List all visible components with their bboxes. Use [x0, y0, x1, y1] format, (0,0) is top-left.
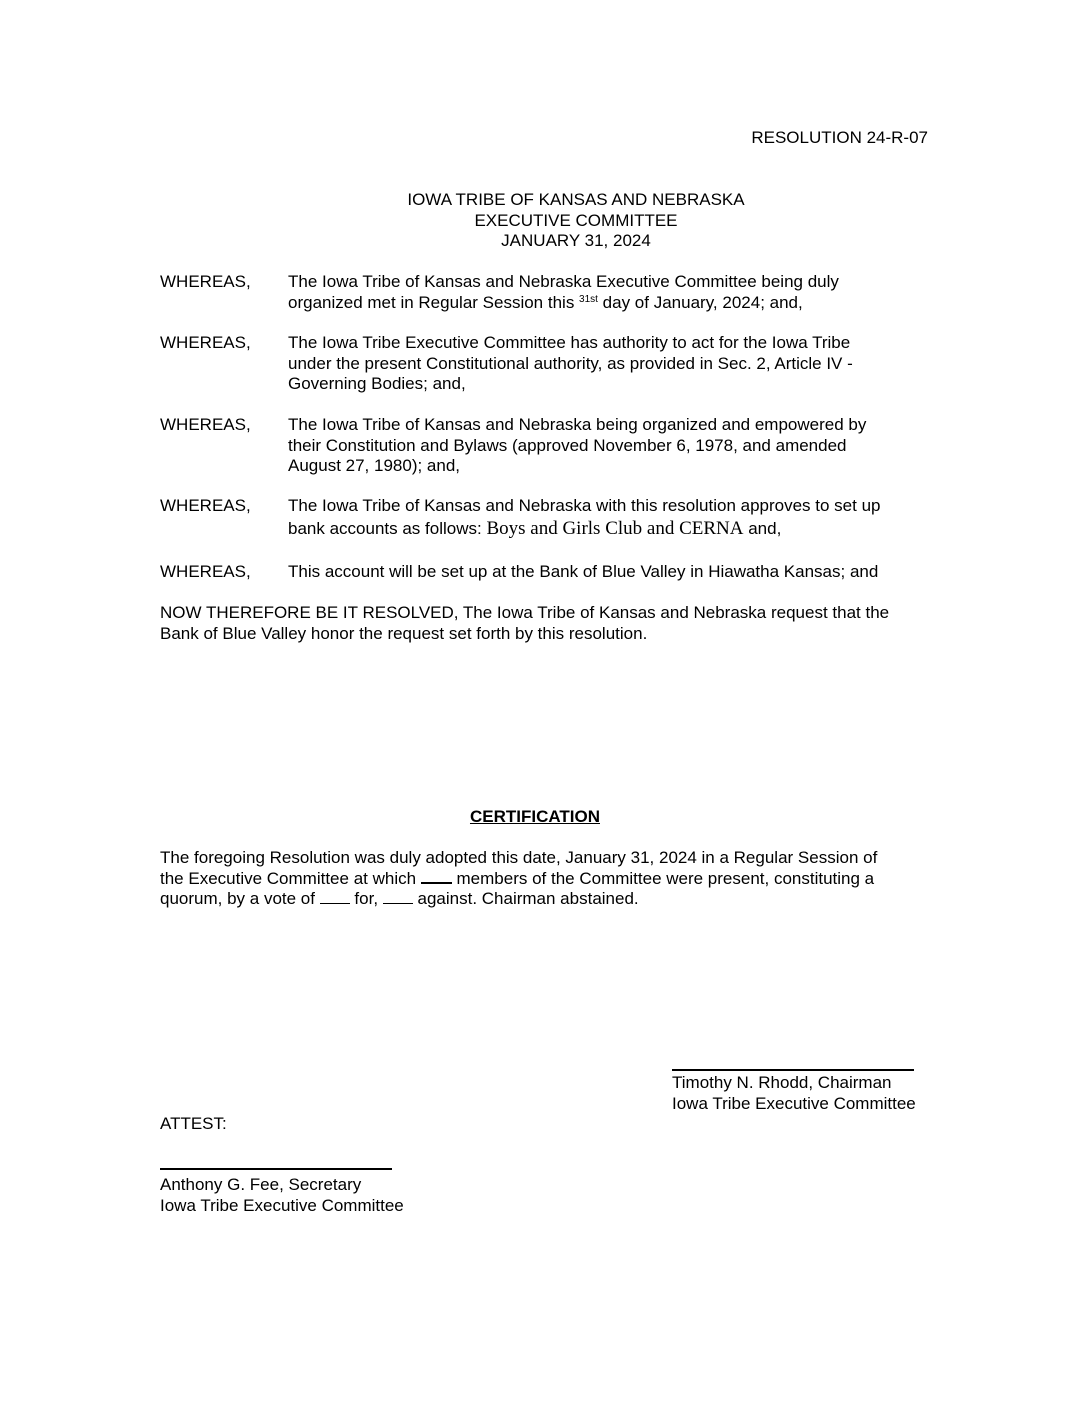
- clause-5-line-1: This account will be set up at the Bank of Blue Valley in Hiawatha Kansas; and: [288, 562, 879, 581]
- clause-2-line-1: The Iowa Tribe Executive Committee has authority to act for the Iowa Tribe: [288, 333, 851, 352]
- votes-against-blank: [383, 890, 413, 904]
- clause-1-line-2: [288, 293, 928, 314]
- certification-paragraph: [160, 848, 935, 910]
- certification-text: against. Chairman abstained.: [412, 889, 639, 908]
- whereas-clause-1: [288, 272, 928, 313]
- votes-for-blank: [320, 890, 350, 904]
- document-header: [160, 190, 992, 252]
- certification-text: the Executive Committee at which: [160, 868, 421, 888]
- secretary-signature-line: [160, 1168, 392, 1170]
- clause-1-text-end: day of January, 2024; and,: [597, 292, 803, 312]
- clause-4-text: bank accounts as follows:: [288, 518, 487, 538]
- chairman-signature-line: [672, 1069, 914, 1071]
- ordinal-superscript: 31st: [579, 293, 598, 305]
- certification-line-2: [160, 869, 935, 890]
- clause-4-line-1: The Iowa Tribe of Kansas and Nebraska with this resolution approves to set up: [288, 496, 881, 515]
- chairman-name: Timothy N. Rhodd, Chairman: [672, 1073, 892, 1092]
- certification-title: CERTIFICATION: [469, 807, 600, 826]
- certification-text: for,: [349, 889, 383, 908]
- certification-text: quorum, by a vote of: [160, 889, 320, 908]
- whereas-clause-3: [288, 415, 928, 477]
- certification-line-3: [160, 889, 935, 910]
- clause-2-line-2: under the present Constitutional authority, as provided in Sec. 2, Article IV -: [288, 353, 853, 373]
- whereas-clause-4: [288, 496, 928, 539]
- header-date: JANUARY 31, 2024: [501, 231, 651, 250]
- resolved-line-1: NOW THEREFORE BE IT RESOLVED, The Iowa Tribe of Kansas and Nebraska request that the: [160, 603, 890, 622]
- whereas-label-4: WHEREAS,: [160, 496, 251, 515]
- certification-text: members of the Committee were present, constituting a: [451, 868, 875, 888]
- whereas-label-5: WHEREAS,: [160, 562, 251, 581]
- whereas-clause-2: [288, 333, 928, 395]
- clause-1-text: organized met in Regular Session this: [288, 292, 580, 312]
- clause-3-line-3: August 27, 1980); and,: [288, 456, 461, 475]
- resolved-line-2: Bank of Blue Valley honor the request set forth by this resolution.: [160, 623, 648, 643]
- attest-label: ATTEST:: [160, 1114, 227, 1133]
- clause-4-text-end: and,: [743, 518, 782, 538]
- whereas-label-2: WHEREAS,: [160, 333, 251, 352]
- header-organization: IOWA TRIBE OF KANSAS AND NEBRASKA: [407, 190, 745, 209]
- header-committee: EXECUTIVE COMMITTEE: [474, 210, 678, 230]
- whereas-label-3: WHEREAS,: [160, 415, 251, 434]
- members-present-blank: [421, 869, 452, 884]
- secretary-name: Anthony G. Fee, Secretary: [160, 1175, 362, 1194]
- clause-3-line-2: their Constitution and Bylaws (approved November 6, 1978, and amended: [288, 435, 847, 455]
- clause-2-line-3: Governing Bodies; and,: [288, 374, 466, 393]
- clause-1-line-1: The Iowa Tribe of Kansas and Nebraska Executive Committee being duly: [288, 272, 839, 291]
- clause-3-line-1: The Iowa Tribe of Kansas and Nebraska being organized and empowered by: [288, 415, 867, 434]
- whereas-clause-5: [288, 562, 928, 583]
- certification-line-1: The foregoing Resolution was duly adopted this date, January 31, 2024 in a Regular Session of: [160, 848, 878, 867]
- chairman-signature-block: [672, 1073, 972, 1114]
- account-names: Boys and Girls Club and CERNA: [486, 517, 744, 539]
- resolution-number: RESOLUTION 24-R-07: [751, 128, 928, 147]
- secretary-signature-block: [160, 1175, 460, 1216]
- whereas-label-1: WHEREAS,: [160, 272, 251, 291]
- secretary-organization: Iowa Tribe Executive Committee: [160, 1195, 404, 1215]
- resolved-paragraph: [160, 603, 935, 644]
- clause-4-line-2: [288, 519, 928, 540]
- chairman-organization: Iowa Tribe Executive Committee: [672, 1093, 916, 1113]
